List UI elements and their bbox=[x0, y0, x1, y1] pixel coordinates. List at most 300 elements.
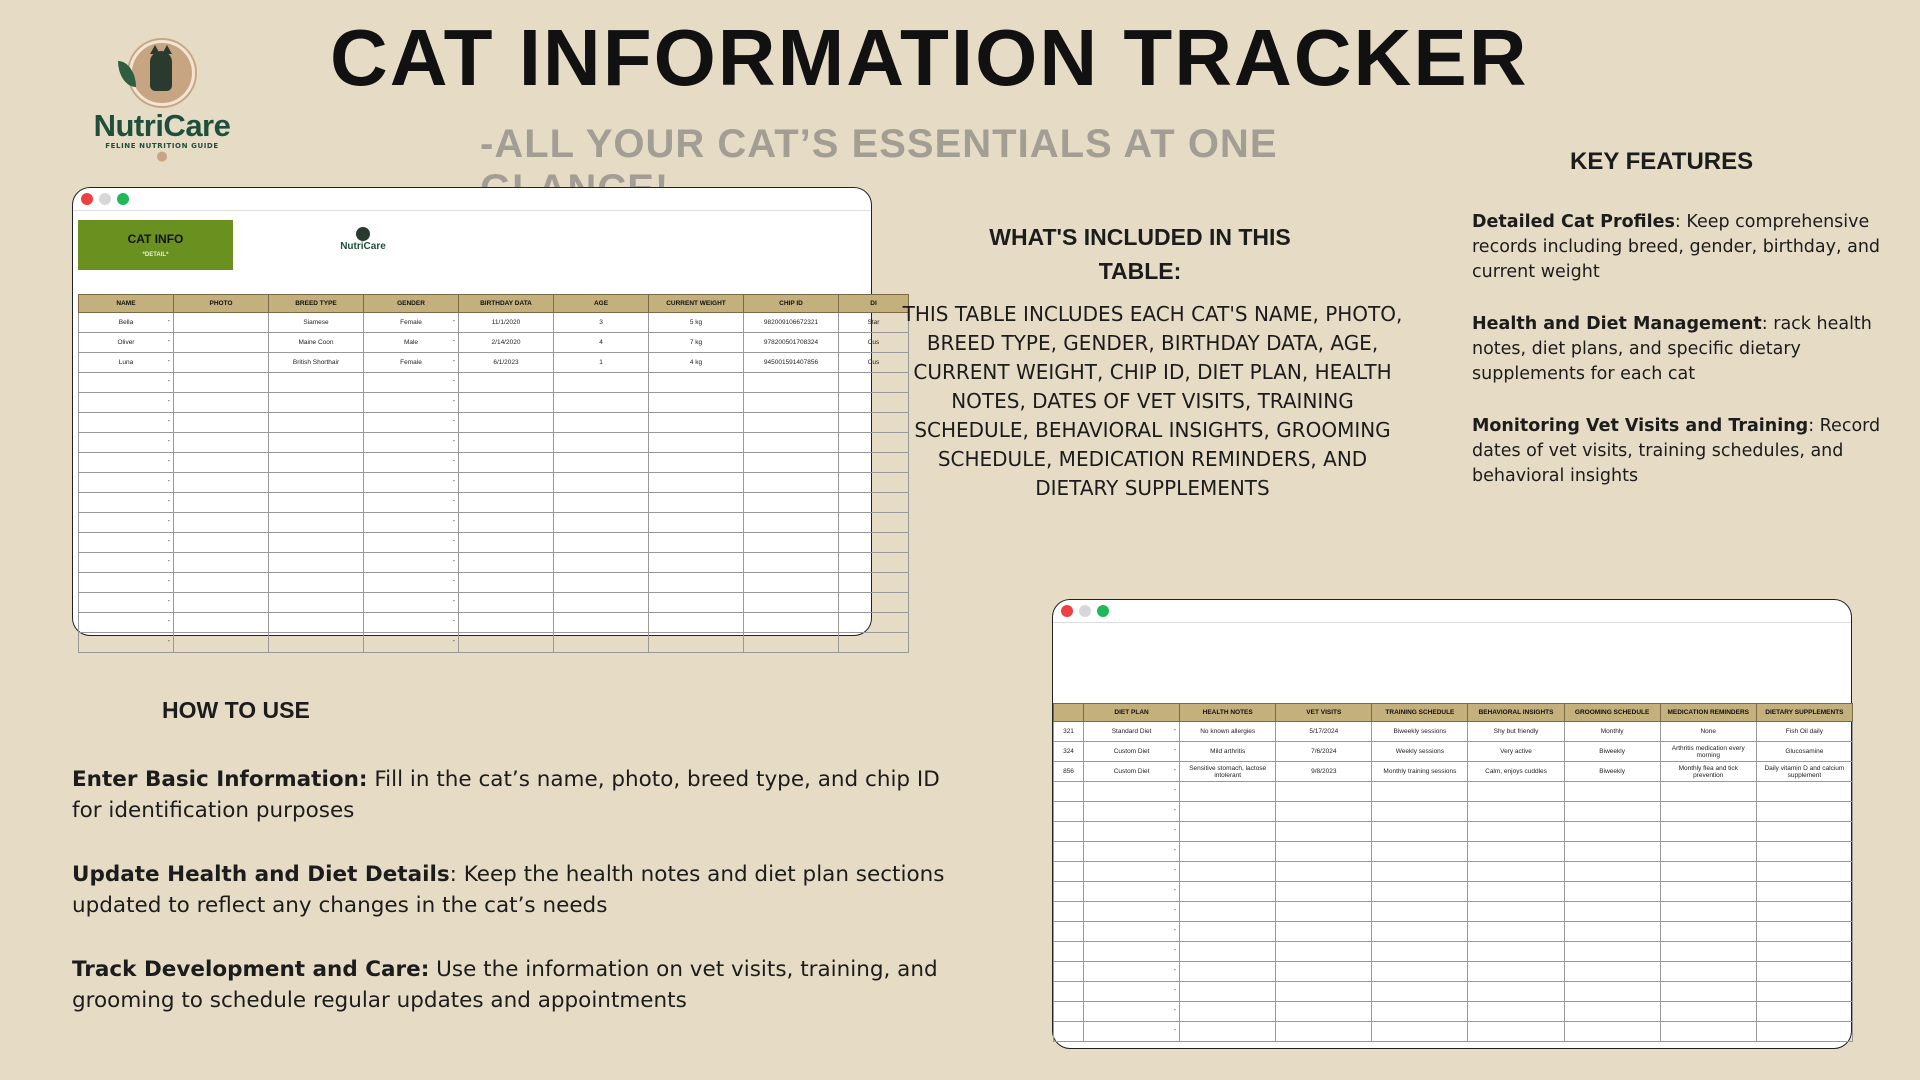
table-cell[interactable] bbox=[1660, 942, 1756, 962]
table-cell[interactable] bbox=[554, 513, 649, 533]
table-cell[interactable]: 3 bbox=[554, 313, 649, 333]
table-cell[interactable] bbox=[649, 533, 744, 553]
column-header[interactable]: TRAINING SCHEDULE bbox=[1372, 704, 1468, 722]
table-cell[interactable] bbox=[1756, 782, 1852, 802]
table-cell[interactable]: Glucosamine bbox=[1756, 742, 1852, 762]
table-cell[interactable] bbox=[1180, 842, 1276, 862]
table-cell[interactable]: 978200501708324 bbox=[744, 333, 839, 353]
table-cell[interactable] bbox=[1468, 862, 1564, 882]
table-cell[interactable] bbox=[1372, 942, 1468, 962]
table-cell[interactable] bbox=[174, 393, 269, 413]
table-cell[interactable] bbox=[1276, 882, 1372, 902]
table-cell[interactable] bbox=[1564, 862, 1660, 882]
table-cell[interactable] bbox=[1054, 942, 1084, 962]
table-cell[interactable]: 9/8/2023 bbox=[1276, 762, 1372, 782]
table-cell[interactable] bbox=[554, 453, 649, 473]
minimize-window-icon[interactable] bbox=[99, 193, 111, 205]
table-cell[interactable]: Mild arthritis bbox=[1180, 742, 1276, 762]
table-cell[interactable] bbox=[1180, 862, 1276, 882]
table-cell[interactable] bbox=[269, 613, 364, 633]
table-cell[interactable] bbox=[1180, 962, 1276, 982]
table-cell[interactable]: 5 kg bbox=[649, 313, 744, 333]
table-cell[interactable] bbox=[1756, 1022, 1852, 1042]
column-header[interactable]: PHOTO bbox=[174, 295, 269, 313]
table-cell[interactable] bbox=[649, 473, 744, 493]
table-cell[interactable] bbox=[269, 413, 364, 433]
column-header[interactable]: BREED TYPE bbox=[269, 295, 364, 313]
table-cell[interactable]: 7 kg bbox=[649, 333, 744, 353]
table-cell[interactable] bbox=[1468, 982, 1564, 1002]
table-cell[interactable] bbox=[174, 553, 269, 573]
column-header[interactable]: CURRENT WEIGHT bbox=[649, 295, 744, 313]
table-cell[interactable] bbox=[1564, 802, 1660, 822]
table-cell[interactable] bbox=[554, 373, 649, 393]
table-cell[interactable] bbox=[1564, 782, 1660, 802]
table-cell[interactable] bbox=[1276, 1022, 1372, 1042]
table-cell[interactable] bbox=[1084, 1022, 1180, 1042]
table-cell[interactable] bbox=[649, 493, 744, 513]
table-cell[interactable] bbox=[174, 513, 269, 533]
table-cell[interactable] bbox=[1054, 1002, 1084, 1022]
table-cell[interactable]: Siamese bbox=[269, 313, 364, 333]
table-cell[interactable]: Biweekly sessions bbox=[1372, 722, 1468, 742]
table-cell[interactable] bbox=[459, 393, 554, 413]
table-cell[interactable] bbox=[1180, 1022, 1276, 1042]
table-cell[interactable] bbox=[649, 633, 744, 653]
table-cell[interactable] bbox=[1564, 922, 1660, 942]
table-cell[interactable] bbox=[1468, 942, 1564, 962]
table-cell[interactable] bbox=[839, 473, 909, 493]
table-cell[interactable] bbox=[1564, 842, 1660, 862]
table-cell[interactable] bbox=[554, 573, 649, 593]
table-cell[interactable] bbox=[459, 513, 554, 533]
maximize-window-icon[interactable] bbox=[1097, 605, 1109, 617]
table-cell[interactable] bbox=[1660, 822, 1756, 842]
table-cell[interactable] bbox=[1180, 822, 1276, 842]
table-cell[interactable] bbox=[744, 493, 839, 513]
table-cell[interactable] bbox=[1372, 802, 1468, 822]
table-cell[interactable]: Monthly flea and tick prevention bbox=[1660, 762, 1756, 782]
table-cell[interactable] bbox=[1180, 1002, 1276, 1022]
table-cell[interactable] bbox=[1084, 982, 1180, 1002]
table-cell[interactable] bbox=[1372, 1002, 1468, 1022]
table-cell[interactable] bbox=[1660, 1022, 1756, 1042]
table-cell[interactable]: Calm, enjoys cuddles bbox=[1468, 762, 1564, 782]
table-cell[interactable] bbox=[174, 593, 269, 613]
table-cell[interactable] bbox=[1276, 902, 1372, 922]
column-header[interactable]: GENDER bbox=[364, 295, 459, 313]
table-cell[interactable] bbox=[839, 453, 909, 473]
table-cell[interactable] bbox=[269, 393, 364, 413]
table-cell[interactable] bbox=[459, 553, 554, 573]
table-cell[interactable] bbox=[1054, 802, 1084, 822]
table-cell[interactable] bbox=[1372, 902, 1468, 922]
column-header[interactable]: VET VISITS bbox=[1276, 704, 1372, 722]
table-cell[interactable] bbox=[744, 513, 839, 533]
column-header[interactable] bbox=[1054, 704, 1084, 722]
table-cell[interactable] bbox=[1276, 922, 1372, 942]
table-cell[interactable]: 324 bbox=[1054, 742, 1084, 762]
column-header[interactable]: NAME bbox=[79, 295, 174, 313]
table-cell[interactable] bbox=[269, 553, 364, 573]
table-cell[interactable] bbox=[79, 513, 174, 533]
table-cell[interactable] bbox=[1468, 822, 1564, 842]
close-window-icon[interactable] bbox=[81, 193, 93, 205]
column-header[interactable]: AGE bbox=[554, 295, 649, 313]
table-cell[interactable] bbox=[1180, 882, 1276, 902]
table-cell[interactable] bbox=[1084, 822, 1180, 842]
table-cell[interactable] bbox=[1084, 1002, 1180, 1022]
table-cell[interactable] bbox=[1276, 802, 1372, 822]
table-cell[interactable] bbox=[79, 453, 174, 473]
table-cell[interactable] bbox=[79, 373, 174, 393]
table-cell[interactable] bbox=[554, 633, 649, 653]
table-cell[interactable] bbox=[269, 573, 364, 593]
table-cell[interactable] bbox=[839, 613, 909, 633]
table-cell[interactable] bbox=[744, 613, 839, 633]
table-cell[interactable] bbox=[79, 533, 174, 553]
table-cell[interactable] bbox=[1054, 902, 1084, 922]
table-cell[interactable] bbox=[554, 393, 649, 413]
table-cell[interactable] bbox=[839, 593, 909, 613]
table-cell[interactable] bbox=[1084, 802, 1180, 822]
table-cell[interactable] bbox=[744, 573, 839, 593]
table-cell[interactable] bbox=[554, 613, 649, 633]
table-cell[interactable] bbox=[554, 493, 649, 513]
table-cell[interactable]: 7/6/2024 bbox=[1276, 742, 1372, 762]
table-cell[interactable] bbox=[459, 573, 554, 593]
table-cell[interactable] bbox=[174, 313, 269, 333]
table-cell[interactable] bbox=[79, 613, 174, 633]
table-cell[interactable] bbox=[459, 613, 554, 633]
table-cell[interactable] bbox=[1180, 982, 1276, 1002]
table-cell[interactable] bbox=[79, 473, 174, 493]
table-cell[interactable] bbox=[554, 533, 649, 553]
table-cell[interactable] bbox=[554, 473, 649, 493]
table-cell[interactable] bbox=[1468, 1022, 1564, 1042]
table-cell[interactable] bbox=[1468, 782, 1564, 802]
table-cell[interactable] bbox=[649, 413, 744, 433]
table-cell[interactable] bbox=[1564, 902, 1660, 922]
table-cell[interactable] bbox=[79, 573, 174, 593]
table-cell[interactable] bbox=[744, 453, 839, 473]
minimize-window-icon[interactable] bbox=[1079, 605, 1091, 617]
table-cell[interactable] bbox=[459, 593, 554, 613]
table-cell[interactable] bbox=[744, 553, 839, 573]
table-cell[interactable] bbox=[1756, 982, 1852, 1002]
table-cell[interactable] bbox=[269, 433, 364, 453]
table-cell[interactable] bbox=[649, 613, 744, 633]
table-cell[interactable] bbox=[554, 593, 649, 613]
table-cell[interactable] bbox=[744, 413, 839, 433]
table-cell[interactable] bbox=[364, 553, 459, 573]
table-cell[interactable]: 6/1/2023 bbox=[459, 353, 554, 373]
table-cell[interactable] bbox=[1660, 842, 1756, 862]
table-cell[interactable] bbox=[1372, 1022, 1468, 1042]
table-cell[interactable] bbox=[364, 573, 459, 593]
table-cell[interactable] bbox=[364, 373, 459, 393]
table-cell[interactable]: Biweekly bbox=[1564, 742, 1660, 762]
table-cell[interactable]: Custom Diet - bbox=[1084, 762, 1180, 782]
table-cell[interactable] bbox=[1372, 882, 1468, 902]
table-cell[interactable] bbox=[459, 453, 554, 473]
table-cell[interactable] bbox=[1054, 922, 1084, 942]
table-cell[interactable] bbox=[1468, 802, 1564, 822]
table-cell[interactable] bbox=[174, 493, 269, 513]
table-cell[interactable] bbox=[649, 593, 744, 613]
table-cell[interactable] bbox=[1084, 862, 1180, 882]
table-cell[interactable] bbox=[1468, 842, 1564, 862]
table-cell[interactable] bbox=[364, 533, 459, 553]
table-cell[interactable] bbox=[1084, 922, 1180, 942]
table-cell[interactable] bbox=[1564, 1002, 1660, 1022]
table-cell[interactable] bbox=[459, 373, 554, 393]
table-cell[interactable]: 4 bbox=[554, 333, 649, 353]
table-cell[interactable] bbox=[79, 393, 174, 413]
table-cell[interactable] bbox=[1180, 782, 1276, 802]
table-cell[interactable] bbox=[174, 633, 269, 653]
table-cell[interactable]: 321 bbox=[1054, 722, 1084, 742]
table-cell[interactable] bbox=[79, 593, 174, 613]
table-cell[interactable] bbox=[839, 553, 909, 573]
column-header[interactable]: DI bbox=[839, 295, 909, 313]
table-cell[interactable]: Standard Diet - bbox=[1084, 722, 1180, 742]
table-cell[interactable] bbox=[744, 393, 839, 413]
table-cell[interactable] bbox=[554, 433, 649, 453]
table-cell[interactable]: Female - bbox=[364, 313, 459, 333]
table-cell[interactable] bbox=[269, 453, 364, 473]
table-cell[interactable] bbox=[1372, 922, 1468, 942]
table-cell[interactable] bbox=[1564, 982, 1660, 1002]
maximize-window-icon[interactable] bbox=[117, 193, 129, 205]
table-cell[interactable] bbox=[554, 553, 649, 573]
table-cell[interactable]: Monthly training sessions bbox=[1372, 762, 1468, 782]
table-cell[interactable] bbox=[1276, 822, 1372, 842]
table-cell[interactable] bbox=[1276, 942, 1372, 962]
table-cell[interactable] bbox=[839, 493, 909, 513]
table-cell[interactable] bbox=[364, 393, 459, 413]
table-cell[interactable] bbox=[1054, 782, 1084, 802]
table-cell[interactable] bbox=[1468, 902, 1564, 922]
table-cell[interactable]: Luna - bbox=[79, 353, 174, 373]
table-cell[interactable] bbox=[1084, 882, 1180, 902]
table-cell[interactable] bbox=[839, 513, 909, 533]
table-cell[interactable] bbox=[1756, 882, 1852, 902]
table-cell[interactable] bbox=[649, 373, 744, 393]
table-cell[interactable] bbox=[1054, 822, 1084, 842]
table-cell[interactable] bbox=[174, 433, 269, 453]
table-cell[interactable] bbox=[459, 633, 554, 653]
table-cell[interactable] bbox=[174, 413, 269, 433]
table-cell[interactable] bbox=[1180, 802, 1276, 822]
column-header[interactable]: GROOMING SCHEDULE bbox=[1564, 704, 1660, 722]
table-cell[interactable] bbox=[1564, 942, 1660, 962]
table-cell[interactable] bbox=[174, 373, 269, 393]
table-cell[interactable] bbox=[79, 553, 174, 573]
table-cell[interactable] bbox=[839, 393, 909, 413]
table-cell[interactable] bbox=[1756, 822, 1852, 842]
table-cell[interactable] bbox=[364, 633, 459, 653]
table-cell[interactable]: Weekly sessions bbox=[1372, 742, 1468, 762]
table-cell[interactable] bbox=[1372, 822, 1468, 842]
table-cell[interactable]: No known allergies bbox=[1180, 722, 1276, 742]
table-cell[interactable] bbox=[1054, 1022, 1084, 1042]
table-cell[interactable] bbox=[1180, 902, 1276, 922]
table-cell[interactable] bbox=[1276, 962, 1372, 982]
table-cell[interactable] bbox=[79, 493, 174, 513]
column-header[interactable]: MEDICATION REMINDERS bbox=[1660, 704, 1756, 722]
table-cell[interactable]: 945001591407856 bbox=[744, 353, 839, 373]
table-cell[interactable]: Maine Coon bbox=[269, 333, 364, 353]
close-window-icon[interactable] bbox=[1061, 605, 1073, 617]
table-cell[interactable] bbox=[269, 473, 364, 493]
table-cell[interactable] bbox=[1756, 962, 1852, 982]
table-cell[interactable] bbox=[1372, 982, 1468, 1002]
table-cell[interactable] bbox=[459, 493, 554, 513]
table-cell[interactable] bbox=[364, 433, 459, 453]
table-cell[interactable]: Custom Diet - bbox=[1084, 742, 1180, 762]
table-cell[interactable] bbox=[269, 513, 364, 533]
table-cell[interactable] bbox=[1660, 1002, 1756, 1022]
table-cell[interactable] bbox=[1084, 962, 1180, 982]
table-cell[interactable] bbox=[1054, 842, 1084, 862]
table-cell[interactable] bbox=[1468, 922, 1564, 942]
table-cell[interactable] bbox=[79, 433, 174, 453]
table-cell[interactable] bbox=[174, 333, 269, 353]
column-header[interactable]: DIETARY SUPPLEMENTS bbox=[1756, 704, 1852, 722]
table-cell[interactable] bbox=[1660, 782, 1756, 802]
column-header[interactable]: CHIP ID bbox=[744, 295, 839, 313]
table-cell[interactable] bbox=[364, 513, 459, 533]
table-cell[interactable] bbox=[79, 413, 174, 433]
table-cell[interactable] bbox=[1276, 862, 1372, 882]
table-cell[interactable] bbox=[1084, 842, 1180, 862]
table-cell[interactable] bbox=[1564, 882, 1660, 902]
table-cell[interactable] bbox=[744, 533, 839, 553]
table-cell[interactable] bbox=[269, 533, 364, 553]
table-cell[interactable] bbox=[744, 433, 839, 453]
table-cell[interactable]: 5/17/2024 bbox=[1276, 722, 1372, 742]
table-cell[interactable] bbox=[649, 513, 744, 533]
table-cell[interactable]: Very active bbox=[1468, 742, 1564, 762]
table-cell[interactable] bbox=[1372, 862, 1468, 882]
table-cell[interactable] bbox=[554, 413, 649, 433]
table-cell[interactable]: Fish Oil daily bbox=[1756, 722, 1852, 742]
table-cell[interactable] bbox=[1660, 862, 1756, 882]
table-cell[interactable] bbox=[744, 633, 839, 653]
table-cell[interactable] bbox=[269, 593, 364, 613]
table-cell[interactable] bbox=[1660, 802, 1756, 822]
table-cell[interactable]: Star bbox=[839, 313, 909, 333]
table-cell[interactable] bbox=[364, 413, 459, 433]
table-cell[interactable] bbox=[269, 493, 364, 513]
table-cell[interactable] bbox=[1372, 782, 1468, 802]
table-cell[interactable]: Cus bbox=[839, 333, 909, 353]
table-cell[interactable] bbox=[1084, 902, 1180, 922]
table-cell[interactable]: 982009106672321 bbox=[744, 313, 839, 333]
table-cell[interactable]: Shy but friendly bbox=[1468, 722, 1564, 742]
column-header[interactable]: BEHAVIORAL INSIGHTS bbox=[1468, 704, 1564, 722]
table-cell[interactable] bbox=[174, 533, 269, 553]
table-cell[interactable]: Cus bbox=[839, 353, 909, 373]
table-cell[interactable] bbox=[269, 633, 364, 653]
table-cell[interactable] bbox=[364, 453, 459, 473]
table-cell[interactable] bbox=[459, 433, 554, 453]
table-cell[interactable] bbox=[744, 373, 839, 393]
table-cell[interactable] bbox=[1660, 882, 1756, 902]
table-cell[interactable] bbox=[1054, 882, 1084, 902]
table-cell[interactable]: Biweekly bbox=[1564, 762, 1660, 782]
table-cell[interactable] bbox=[364, 613, 459, 633]
table-cell[interactable] bbox=[1756, 942, 1852, 962]
table-cell[interactable]: None bbox=[1660, 722, 1756, 742]
table-cell[interactable] bbox=[1276, 1002, 1372, 1022]
table-cell[interactable] bbox=[269, 373, 364, 393]
column-header[interactable]: DIET PLAN bbox=[1084, 704, 1180, 722]
table-cell[interactable] bbox=[1756, 842, 1852, 862]
table-cell[interactable]: 11/1/2020 bbox=[459, 313, 554, 333]
table-cell[interactable] bbox=[1180, 942, 1276, 962]
table-cell[interactable] bbox=[1468, 962, 1564, 982]
table-cell[interactable] bbox=[1372, 842, 1468, 862]
table-cell[interactable] bbox=[1054, 982, 1084, 1002]
table-cell[interactable]: 856 bbox=[1054, 762, 1084, 782]
table-cell[interactable]: 1 bbox=[554, 353, 649, 373]
column-header[interactable]: HEALTH NOTES bbox=[1180, 704, 1276, 722]
table-cell[interactable] bbox=[459, 533, 554, 553]
table-cell[interactable] bbox=[1084, 782, 1180, 802]
table-cell[interactable]: Bella - bbox=[79, 313, 174, 333]
table-cell[interactable] bbox=[1468, 882, 1564, 902]
table-cell[interactable] bbox=[1054, 962, 1084, 982]
table-cell[interactable] bbox=[1054, 862, 1084, 882]
table-cell[interactable]: British Shorthair bbox=[269, 353, 364, 373]
table-cell[interactable] bbox=[1180, 922, 1276, 942]
table-cell[interactable] bbox=[364, 473, 459, 493]
table-cell[interactable] bbox=[1756, 902, 1852, 922]
table-cell[interactable]: Oliver - bbox=[79, 333, 174, 353]
table-cell[interactable] bbox=[1660, 962, 1756, 982]
table-cell[interactable] bbox=[364, 593, 459, 613]
table-cell[interactable] bbox=[1276, 782, 1372, 802]
table-cell[interactable] bbox=[174, 353, 269, 373]
table-cell[interactable] bbox=[1756, 802, 1852, 822]
table-cell[interactable]: Sensitive stomach, lactose intolerant bbox=[1180, 762, 1276, 782]
table-cell[interactable] bbox=[1084, 942, 1180, 962]
table-cell[interactable] bbox=[79, 633, 174, 653]
table-cell[interactable] bbox=[839, 633, 909, 653]
table-cell[interactable] bbox=[174, 573, 269, 593]
table-cell[interactable] bbox=[1276, 842, 1372, 862]
table-cell[interactable] bbox=[459, 413, 554, 433]
table-cell[interactable] bbox=[649, 453, 744, 473]
table-cell[interactable]: Daily vitamin D and calcium supplement bbox=[1756, 762, 1852, 782]
table-cell[interactable] bbox=[459, 473, 554, 493]
table-cell[interactable]: Female - bbox=[364, 353, 459, 373]
table-cell[interactable] bbox=[744, 593, 839, 613]
table-cell[interactable] bbox=[839, 573, 909, 593]
table-cell[interactable] bbox=[839, 533, 909, 553]
table-cell[interactable] bbox=[649, 573, 744, 593]
table-cell[interactable] bbox=[649, 553, 744, 573]
table-cell[interactable] bbox=[839, 373, 909, 393]
table-cell[interactable] bbox=[1756, 922, 1852, 942]
table-cell[interactable] bbox=[649, 393, 744, 413]
table-cell[interactable]: Male - bbox=[364, 333, 459, 353]
table-cell[interactable] bbox=[1564, 1022, 1660, 1042]
table-cell[interactable]: Arthritis medication every morning bbox=[1660, 742, 1756, 762]
table-cell[interactable] bbox=[1564, 962, 1660, 982]
